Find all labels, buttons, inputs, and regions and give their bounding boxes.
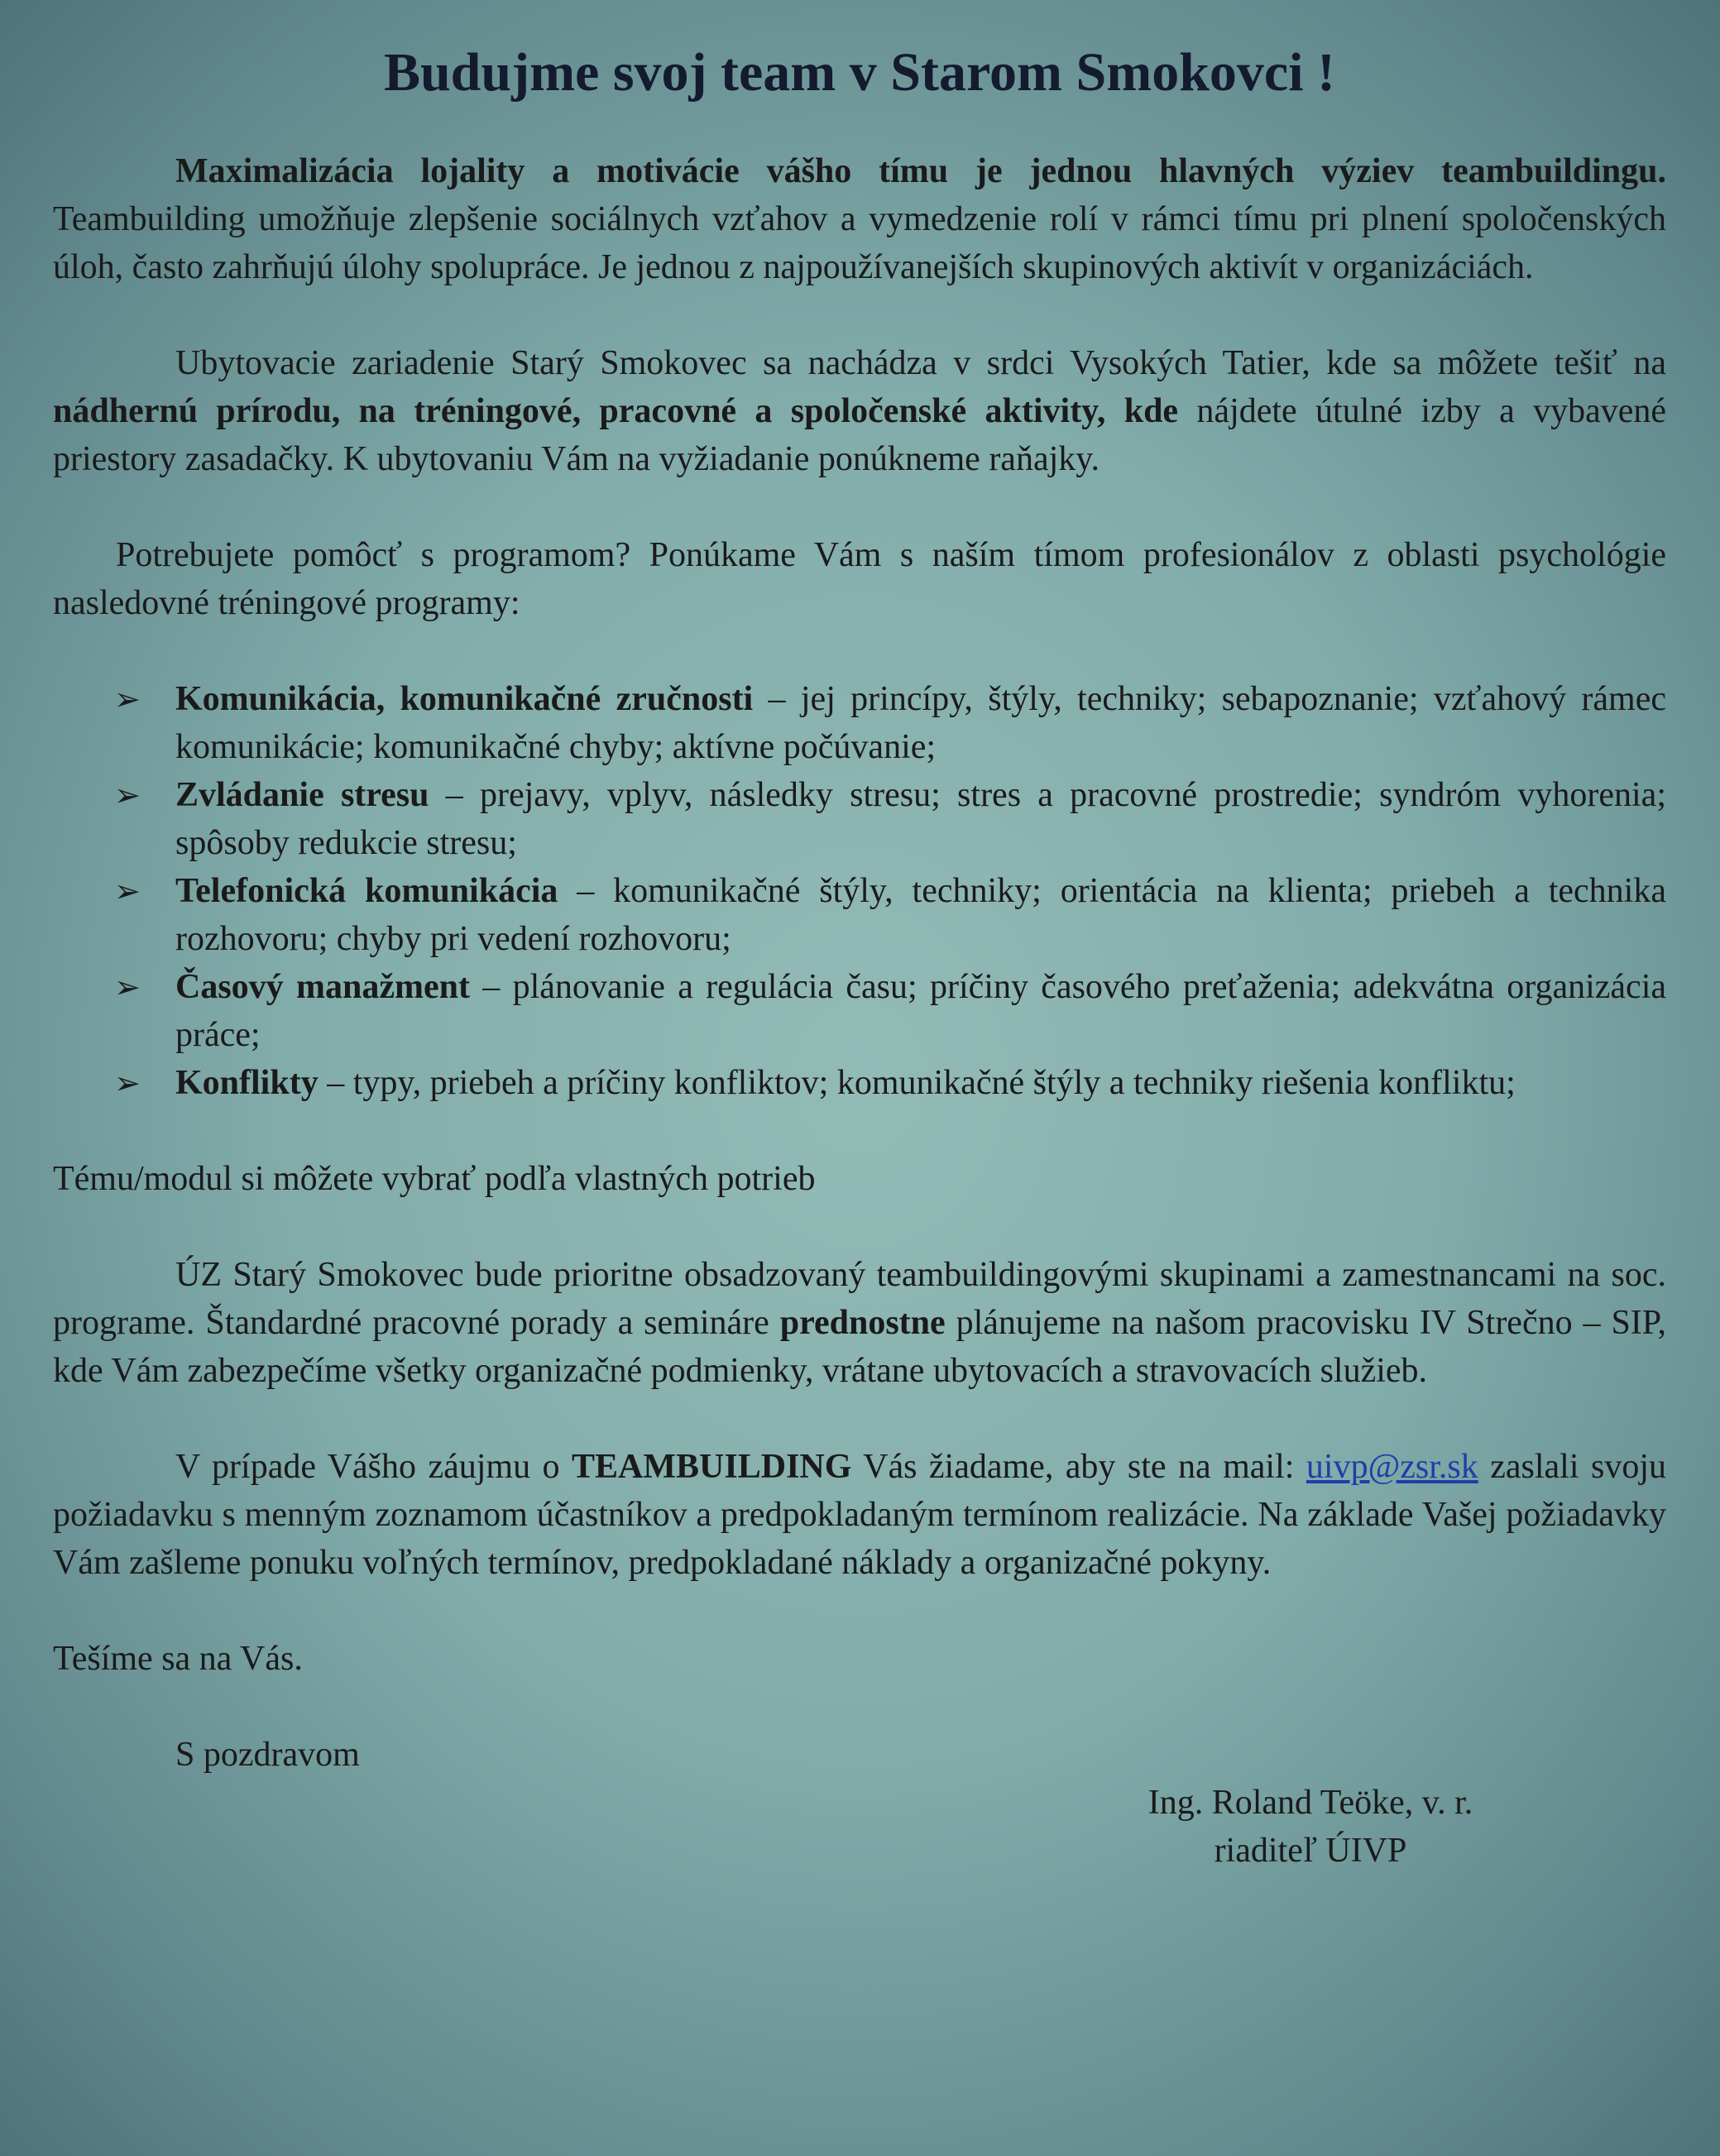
accommodation-bold-text: nádhernú prírodu, na tréningové, pracovné a spoločenské aktivity, kde	[53, 392, 1179, 430]
program-description: – jej princípy, štýly, techniky; sebapoznanie; vzťahový rámec komunikácie; komunikačné chyby; aktívne počúvanie;	[175, 680, 1666, 766]
signature-block	[1071, 1779, 1550, 1875]
list-item	[53, 963, 1666, 1059]
greeting-text: S pozdravom	[175, 1736, 360, 1774]
program-description: – plánovanie a regulácia času; príčiny časového preťaženia; adekvátna organizácia práce;	[175, 968, 1667, 1054]
priority-text-2: plánujeme na našom pracovisku IV Strečno – SIP, kde Vám zabezpečíme všetky organizačné podmienky, vrátane ubytovacích a stravovacích služieb.	[53, 1304, 1666, 1390]
contact-bold-text: TEAMBUILDING	[572, 1448, 852, 1486]
programs-intro-paragraph: Potrebujete pomôcť s programom? Ponúkame Vám s naším tímom profesionálov z oblasti psychológie nasledovné tréningové programy:	[53, 536, 1666, 622]
signature-name: Ing. Roland Teöke, v. r.	[1147, 1784, 1473, 1822]
signature-role: riaditeľ ÚIVP	[1214, 1832, 1407, 1870]
closing-text: Tešíme sa na Vás.	[53, 1640, 303, 1678]
module-choice-text: Tému/modul si môžete vybrať podľa vlastných potrieb	[53, 1160, 816, 1198]
programs-list	[53, 675, 1666, 1107]
list-item	[53, 867, 1666, 963]
arrow-bullet-icon: ➢	[114, 777, 141, 813]
list-item	[53, 771, 1666, 867]
intro-bold-text: Maximalizácia lojality a motivácie vášho tímu je jednou hlavných výziev teambuildingu.	[175, 152, 1666, 190]
accommodation-text-2: nájdete útulné izby a vybavené priestory zasadačky. K ubytovaniu Vám na vyžiadanie ponúkneme raňajky.	[53, 392, 1666, 478]
document-page	[53, 40, 1667, 1870]
program-name: Zvládanie stresu	[175, 776, 429, 814]
arrow-bullet-icon: ➢	[114, 681, 141, 717]
program-name: Konflikty	[175, 1064, 319, 1102]
program-name: Časový manažment	[175, 968, 470, 1006]
contact-paragraph	[53, 1443, 1666, 1587]
arrow-bullet-icon: ➢	[114, 1065, 141, 1101]
contact-text-3: zaslali svoju požiadavku s menným zoznamom účastníkov a predpokladaným termínom realizácie. Na základe Vašej požiadavky Vám zašleme ponuku voľných termínov, predpokladané náklady a organizačné pokyny.	[53, 1448, 1666, 1582]
program-description: – komunikačné štýly, techniky; orientácia na klienta; priebeh a technika rozhovoru; chyby pri vedení rozhovoru;	[175, 872, 1666, 958]
page-title: Budujme svoj team v Starom Smokovci !	[383, 42, 1336, 103]
arrow-bullet-icon: ➢	[114, 969, 141, 1005]
contact-text-2: Vás žiadame, aby ste na mail:	[851, 1448, 1306, 1486]
priority-paragraph	[53, 1251, 1666, 1395]
list-item	[53, 1059, 1666, 1107]
contact-text-1: V prípade Vášho záujmu o	[175, 1448, 573, 1486]
intro-text: Teambuilding umožňuje zlepšenie sociálnych vzťahov a vymedzenie rolí v rámci tímu pri plnení spoločenských úloh, často zahrňujú úlohy spolupráce. Je jednou z najpoužívanejších skupinových aktivít v organizáciách.	[53, 200, 1666, 286]
accommodation-paragraph	[53, 339, 1666, 483]
list-item	[53, 675, 1666, 771]
email-link[interactable]: uivp@zsr.sk	[1306, 1448, 1478, 1486]
program-description: – typy, priebeh a príčiny konfliktov; komunikačné štýly a techniky riešenia konfliktu;	[318, 1064, 1516, 1102]
arrow-bullet-icon: ➢	[114, 873, 141, 909]
program-name: Komunikácia, komunikačné zručnosti	[175, 680, 754, 718]
intro-paragraph	[53, 147, 1666, 291]
accommodation-text-1: Ubytovacie zariadenie Starý Smokovec sa nachádza v srdci Vysokých Tatier, kde sa môžete tešiť na	[175, 344, 1666, 382]
program-name: Telefonická komunikácia	[175, 872, 558, 910]
program-description: – prejavy, vplyv, následky stresu; stres a pracovné prostredie; syndróm vyhorenia; spôsoby redukcie stresu;	[175, 776, 1666, 862]
priority-text-1: ÚZ Starý Smokovec bude prioritne obsadzovaný teambuildingovými skupinami a zamestnancami na soc. programe. Štandardné pracovné porady a semináre	[53, 1256, 1666, 1342]
priority-bold-text: prednostne	[779, 1304, 946, 1342]
